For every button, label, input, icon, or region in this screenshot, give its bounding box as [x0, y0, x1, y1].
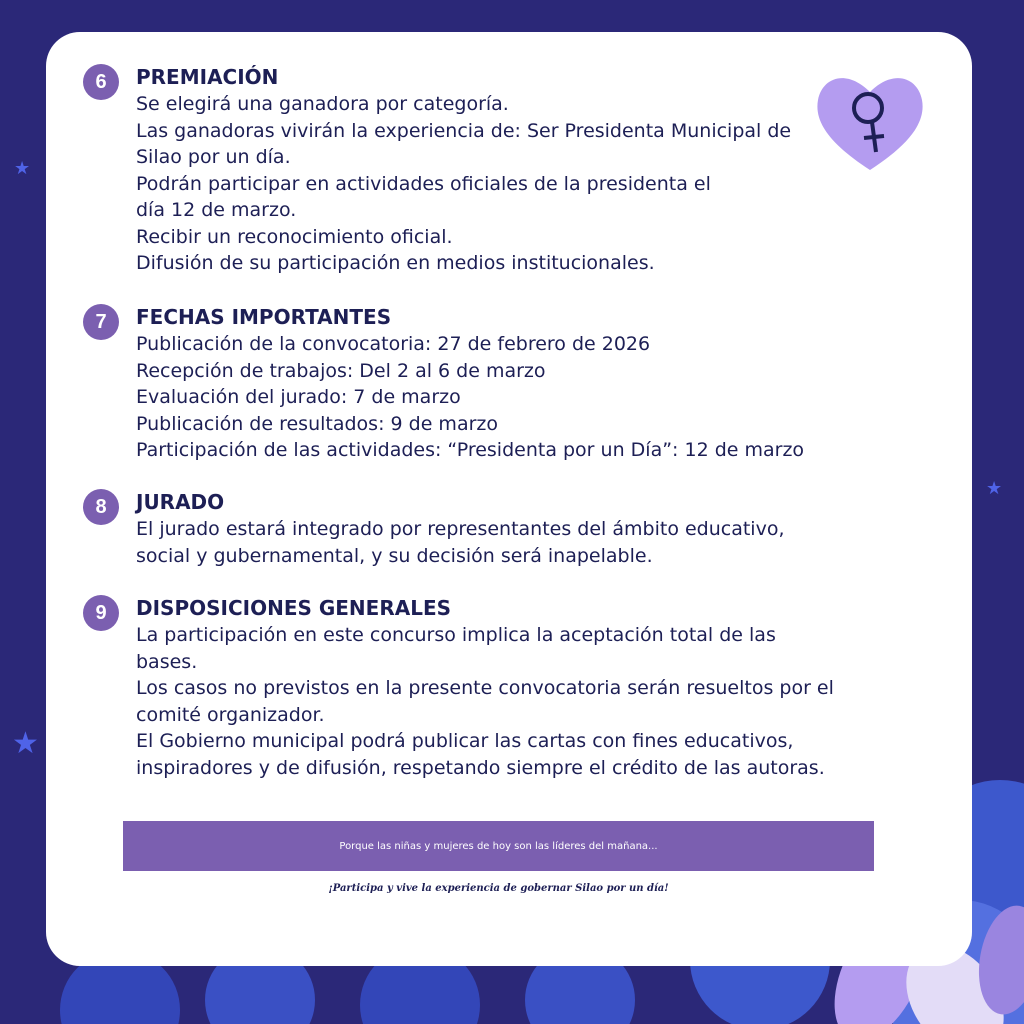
- section-line: Podrán participar en actividades oficiales de la presidenta el: [136, 172, 711, 195]
- tagline: ¡Participa y vive la experiencia de gobernar Silao por un día!: [328, 883, 669, 894]
- heart-venus-icon: [812, 66, 928, 176]
- section-line: bases.: [136, 650, 198, 673]
- section-line: Se elegirá una ganadora por categoría.: [136, 93, 509, 115]
- star-icon: ★: [12, 726, 39, 761]
- section-number-badge: 6: [83, 64, 119, 100]
- section-title: FECHAS IMPORTANTES: [136, 305, 392, 329]
- section-body: [136, 516, 785, 569]
- section-title: JURADO: [136, 490, 225, 514]
- section-line: La participación en este concurso implica la aceptación total de las: [136, 624, 776, 646]
- section-line: inspiradores y de difusión, respetando siempre el crédito de las autoras.: [136, 756, 825, 779]
- section-line: El jurado estará integrado por representantes del ámbito educativo,: [136, 518, 785, 540]
- section-line: Publicación de la convocatoria: 27 de febrero de 2026: [136, 333, 651, 355]
- section-line: Los casos no previstos en la presente convocatoria serán resueltos por el: [136, 677, 834, 699]
- section-line: Recibir un reconocimiento oficial.: [136, 225, 453, 248]
- section-line: Publicación de resultados: 9 de marzo: [136, 412, 498, 435]
- section-line: Difusión de su participación en medios institucionales.: [136, 252, 655, 274]
- section-number-badge: 7: [83, 304, 119, 340]
- section-line: El Gobierno municipal podrá publicar las cartas con fines educativos,: [136, 730, 794, 752]
- star-icon: ★: [986, 478, 1003, 499]
- section-line: social y gubernamental, y su decisión será inapelable.: [136, 544, 653, 567]
- section-number-badge: 8: [83, 489, 119, 525]
- section-body: [136, 622, 834, 781]
- section-line: Evaluación del jurado: 7 de marzo: [136, 386, 461, 408]
- slogan-banner: Porque las niñas y mujeres de hoy son las líderes del mañana...: [123, 821, 874, 871]
- section-number-badge: 9: [83, 595, 119, 631]
- section-line: Participación de las actividades: “Presidenta por un Día”: 12 de marzo: [136, 439, 805, 461]
- section-line: Las ganadoras vivirán la experiencia de: Ser Presidenta Municipal de: [136, 119, 792, 142]
- section-title: DISPOSICIONES GENERALES: [136, 596, 452, 620]
- section-line: día 12 de marzo.: [136, 199, 297, 221]
- section-line: Silao por un día.: [136, 146, 291, 168]
- section-body: [136, 91, 791, 277]
- section-body: [136, 331, 804, 464]
- section-line: comité organizador.: [136, 703, 325, 726]
- section-title: PREMIACIÓN: [136, 65, 279, 89]
- section-line: Recepción de trabajos: Del 2 al 6 de marzo: [136, 359, 546, 382]
- star-icon: ★: [14, 158, 31, 179]
